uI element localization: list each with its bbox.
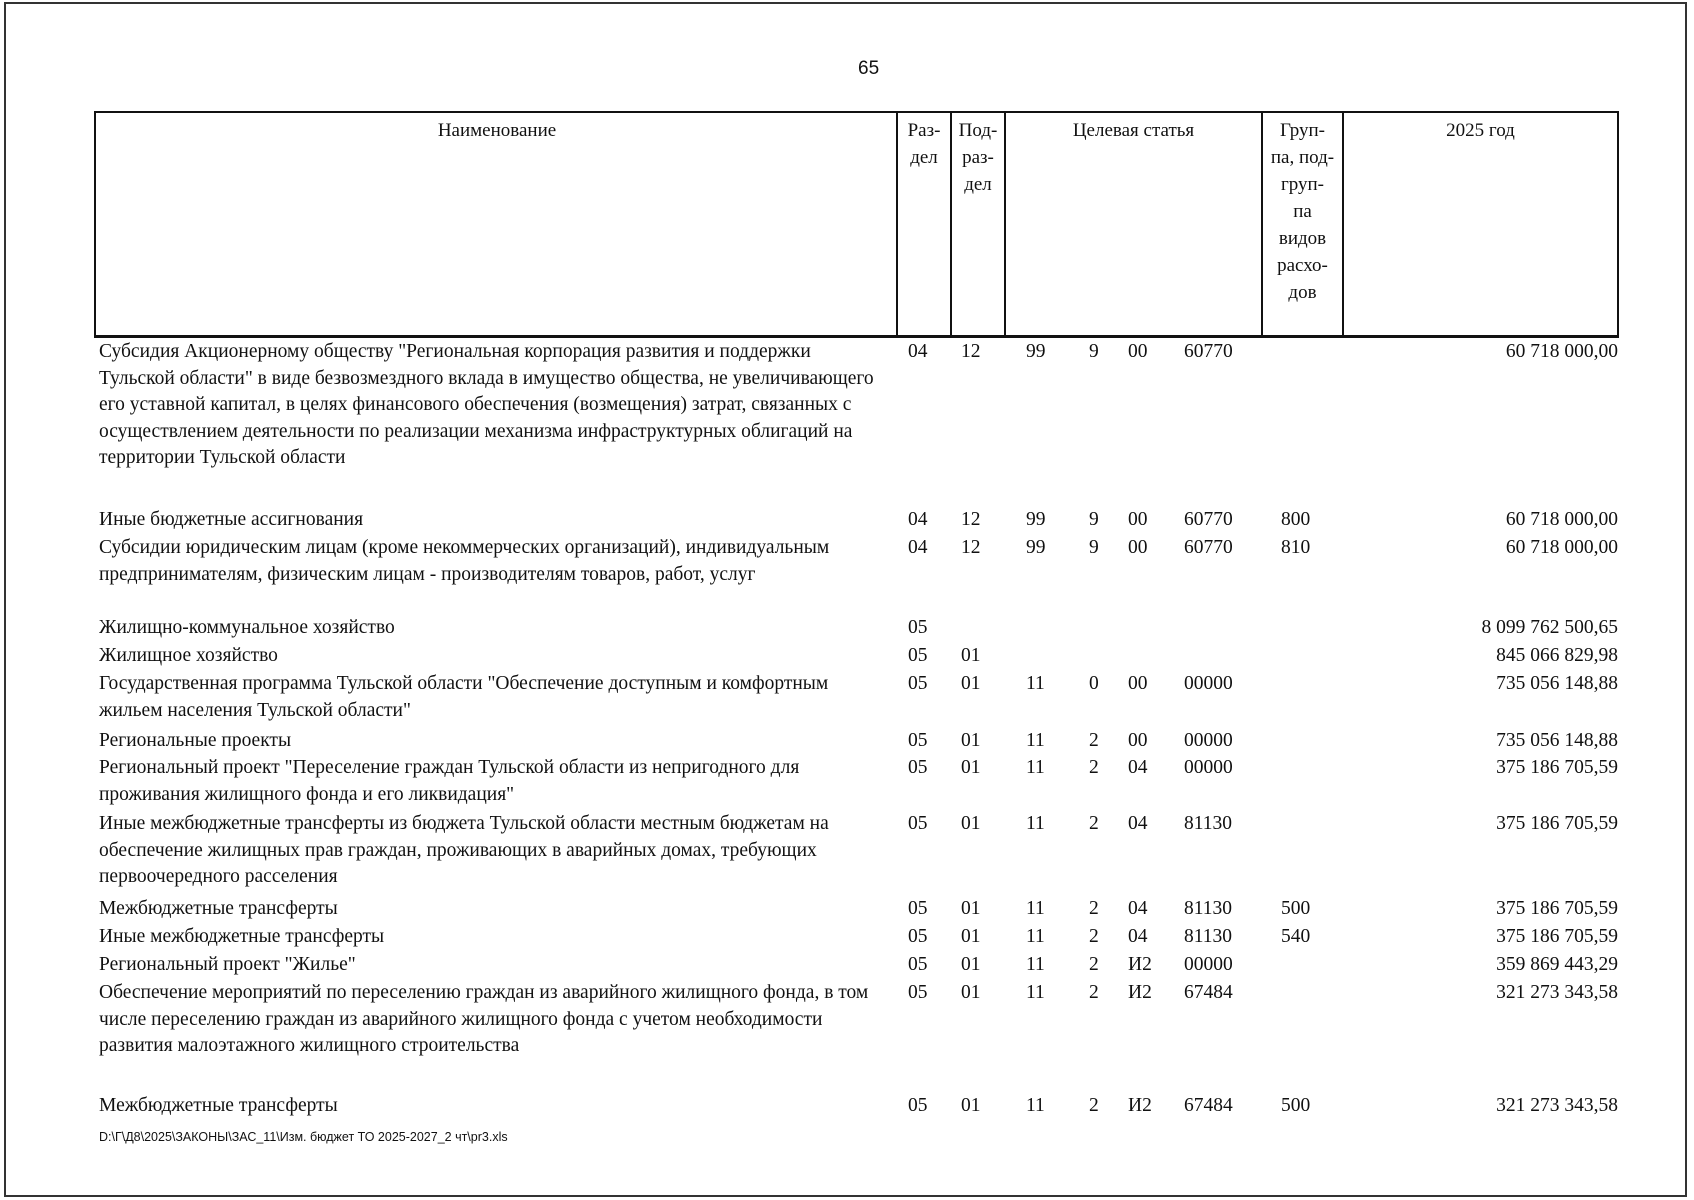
row-name: Жилищное хозяйство — [99, 645, 278, 666]
row-razdel: 05 — [908, 982, 928, 1003]
row-target-type: 2 — [1089, 926, 1099, 947]
row-podrazdel: 12 — [961, 537, 981, 558]
row-razdel: 04 — [908, 537, 928, 558]
header-name: Наименование — [437, 120, 557, 141]
row-razdel: 04 — [908, 341, 928, 362]
row-group: 540 — [1281, 926, 1311, 947]
row-podrazdel: 12 — [961, 509, 981, 530]
header-group: Груп- па, под- груп- па видов расхо- дов — [1261, 113, 1342, 335]
row-target-code: 67484 — [1184, 982, 1233, 1003]
row-podrazdel: 01 — [961, 757, 981, 778]
row-target-direction: 04 — [1128, 757, 1148, 778]
row-sum: 8 099 762 500,65 — [1481, 617, 1618, 638]
row-target-type: 0 — [1089, 673, 1099, 694]
row-razdel: 05 — [908, 730, 928, 751]
row-name: Региональные проекты — [99, 730, 292, 751]
row-sum: 60 718 000,00 — [1505, 509, 1618, 530]
header-razdel: Раз- дел — [896, 113, 950, 335]
row-sum: 359 869 443,29 — [1496, 954, 1618, 975]
row-razdel: 05 — [908, 926, 928, 947]
row-target-program: 11 — [1026, 673, 1045, 694]
header-target: Целевая статья — [1004, 113, 1261, 335]
row-target-type: 2 — [1089, 813, 1099, 834]
row-podrazdel: 01 — [961, 982, 981, 1003]
row-name: Субсидии юридическим лицам (кроме некоммерческих организаций), индивидуальным предпринимателям, физическим лицам - производителям товаров, работ, услуг — [99, 537, 830, 585]
row-name: Обеспечение мероприятий по переселению граждан из аварийного жилищного фонда, в том числе переселению граждан из аварийного жилищного фонда с учетом необходимости развития малоэтажного жилищного строительства — [99, 982, 869, 1056]
row-target-program: 99 — [1026, 537, 1046, 558]
row-target-type: 2 — [1089, 757, 1099, 778]
row-name: Иные межбюджетные трансферты — [99, 926, 385, 947]
row-target-code: 60770 — [1184, 537, 1233, 558]
row-target-type: 2 — [1089, 1095, 1099, 1116]
header-podrazdel: Под- раз- дел — [950, 113, 1004, 335]
row-razdel: 05 — [908, 813, 928, 834]
row-target-code: 67484 — [1184, 1095, 1233, 1116]
table-header — [94, 111, 1619, 338]
header-year: 2025 год — [1342, 113, 1617, 335]
row-sum: 375 186 705,59 — [1496, 757, 1618, 778]
row-target-code: 00000 — [1184, 954, 1233, 975]
row-podrazdel: 01 — [961, 730, 981, 751]
row-name: Жилищно-коммунальное хозяйство — [99, 617, 395, 638]
row-target-program: 11 — [1026, 813, 1045, 834]
row-target-direction: 00 — [1128, 730, 1148, 751]
row-podrazdel: 12 — [961, 341, 981, 362]
row-target-type: 2 — [1089, 982, 1099, 1003]
row-razdel: 05 — [908, 954, 928, 975]
row-sum: 60 718 000,00 — [1505, 537, 1618, 558]
row-target-program: 11 — [1026, 926, 1045, 947]
row-sum: 321 273 343,58 — [1496, 1095, 1618, 1116]
row-name: Межбюджетные трансферты — [99, 898, 338, 919]
row-target-direction: 04 — [1128, 926, 1148, 947]
row-group: 810 — [1281, 537, 1311, 558]
row-sum: 375 186 705,59 — [1496, 898, 1618, 919]
row-sum: 321 273 343,58 — [1496, 982, 1618, 1003]
row-name: Иные бюджетные ассигнования — [99, 509, 364, 530]
row-sum: 735 056 148,88 — [1496, 673, 1618, 694]
row-podrazdel: 01 — [961, 645, 981, 666]
row-name: Межбюджетные трансферты — [99, 1095, 338, 1116]
row-podrazdel: 01 — [961, 898, 981, 919]
row-razdel: 05 — [908, 757, 928, 778]
row-target-program: 99 — [1026, 341, 1046, 362]
row-sum: 375 186 705,59 — [1496, 813, 1618, 834]
page-number: 65 — [858, 58, 880, 79]
row-target-direction: 04 — [1128, 898, 1148, 919]
row-sum: 375 186 705,59 — [1496, 926, 1618, 947]
row-target-program: 11 — [1026, 730, 1045, 751]
row-podrazdel: 01 — [961, 673, 981, 694]
row-target-code: 00000 — [1184, 673, 1233, 694]
row-razdel: 05 — [908, 898, 928, 919]
row-target-direction: И2 — [1128, 982, 1152, 1003]
row-podrazdel: 01 — [961, 926, 981, 947]
row-target-direction: 00 — [1128, 509, 1148, 530]
row-target-program: 99 — [1026, 509, 1046, 530]
row-sum: 735 056 148,88 — [1496, 730, 1618, 751]
row-podrazdel: 01 — [961, 813, 981, 834]
row-target-code: 81130 — [1184, 898, 1233, 919]
row-razdel: 05 — [908, 1095, 928, 1116]
row-razdel: 05 — [908, 617, 928, 638]
row-group: 500 — [1281, 898, 1311, 919]
row-target-code: 00000 — [1184, 730, 1233, 751]
row-podrazdel: 01 — [961, 1095, 981, 1116]
row-name: Иные межбюджетные трансферты из бюджета Тульской области местным бюджетам на обеспечение жилищных прав граждан, проживающих в аварийных домах, требующих первоочередного расселения — [99, 813, 829, 887]
row-target-type: 2 — [1089, 730, 1099, 751]
row-target-code: 81130 — [1184, 813, 1233, 834]
row-name: Региональный проект "Жилье" — [99, 954, 356, 975]
row-target-direction: 00 — [1128, 537, 1148, 558]
row-razdel: 04 — [908, 509, 928, 530]
row-razdel: 05 — [908, 645, 928, 666]
row-razdel: 05 — [908, 673, 928, 694]
row-target-type: 9 — [1089, 509, 1099, 530]
row-name: Государственная программа Тульской области "Обеспечение доступным и комфортным жильем населения Тульской области" — [99, 673, 829, 721]
row-target-program: 11 — [1026, 1095, 1045, 1116]
row-group: 800 — [1281, 509, 1311, 530]
row-target-direction: 00 — [1128, 673, 1148, 694]
row-target-program: 11 — [1026, 898, 1045, 919]
row-target-direction: И2 — [1128, 954, 1152, 975]
row-target-code: 81130 — [1184, 926, 1233, 947]
row-target-program: 11 — [1026, 982, 1045, 1003]
row-target-type: 2 — [1089, 898, 1099, 919]
row-group: 500 — [1281, 1095, 1311, 1116]
row-target-type: 9 — [1089, 537, 1099, 558]
row-target-type: 9 — [1089, 341, 1099, 362]
row-name: Субсидия Акционерному обществу "Региональная корпорация развития и поддержки Тульской области" в виде безвозмездного вклада в имущество общества, не увеличивающего его уставной капитал, в целях финансового обеспечения (возмещения) затрат, связанных с осуществлением деятельности по реализации механизма инфраструктурных облигаций на территории Тульской области — [99, 341, 874, 468]
row-target-program: 11 — [1026, 757, 1045, 778]
row-podrazdel: 01 — [961, 954, 981, 975]
footer-path: D:\Г\Д8\2025\ЗАКОНЫ\ЗАС_11\Изм. бюджет ТО 2025-2027_2 чт\pr3.xls — [99, 1130, 508, 1144]
row-target-code: 00000 — [1184, 757, 1233, 778]
row-target-code: 60770 — [1184, 341, 1233, 362]
row-name: Региональный проект "Переселение граждан Тульской области из непригодного для проживания жилищного фонда и его ликвидация" — [99, 757, 800, 805]
row-target-code: 60770 — [1184, 509, 1233, 530]
row-sum: 845 066 829,98 — [1496, 645, 1618, 666]
row-target-program: 11 — [1026, 954, 1045, 975]
row-target-direction: 00 — [1128, 341, 1148, 362]
row-target-direction: 04 — [1128, 813, 1148, 834]
row-target-direction: И2 — [1128, 1095, 1152, 1116]
row-target-type: 2 — [1089, 954, 1099, 975]
row-sum: 60 718 000,00 — [1505, 341, 1618, 362]
